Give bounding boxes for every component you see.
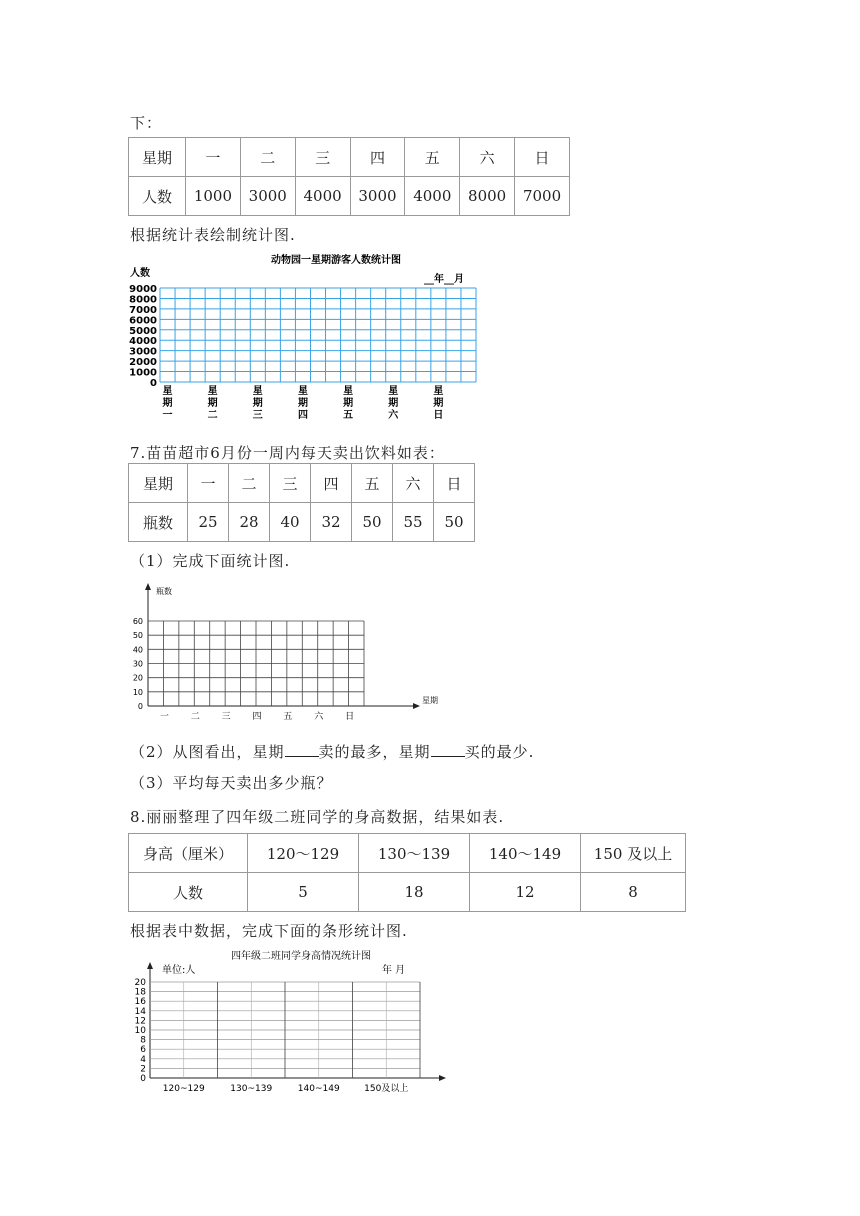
table-cell: 日 [434, 464, 475, 503]
y-tick-label: 3000 [129, 346, 157, 358]
table-cell: 55 [393, 503, 434, 542]
chart3-x-arrow [439, 1075, 446, 1081]
instruction-1: 根据统计表绘制统计图. [130, 226, 296, 244]
x-tick-label: 星 [433, 386, 444, 397]
q7-sub2-part-a: （2）从图看出，星期 [130, 743, 285, 761]
answer-blank-least[interactable] [431, 744, 465, 757]
q7-sub3: （3）平均每天卖出多少瓶？ [130, 774, 333, 792]
x-tick-label: 三 [252, 410, 263, 421]
x-tick-label: 120~129 [162, 1084, 205, 1094]
y-tick-label: 4 [140, 1054, 146, 1065]
y-tick-label: 1000 [129, 367, 157, 379]
x-tick-label: 一 [159, 712, 169, 722]
table-cell: 三 [295, 138, 350, 177]
x-tick-label: 日 [433, 410, 444, 421]
x-tick-label: 星 [162, 386, 173, 397]
y-tick-label: 30 [132, 659, 143, 669]
x-tick-label: 星 [297, 386, 308, 397]
x-tick-label: 一 [162, 410, 173, 421]
q7-sub2-part-c: 买的最少. [464, 743, 535, 761]
y-tick-label: 4000 [129, 336, 157, 348]
y-tick-label: 12 [134, 1016, 146, 1027]
height-table [128, 833, 686, 912]
x-tick-label: 140~149 [297, 1084, 340, 1094]
table-cell: 28 [229, 503, 270, 542]
y-tick-label: 0 [137, 702, 143, 711]
table-cell: 四 [350, 138, 405, 177]
q7-sub2 [130, 741, 534, 762]
x-tick-label: 四 [252, 712, 262, 722]
y-tick-label: 2000 [129, 357, 157, 369]
table-cell: 50 [434, 503, 475, 542]
chart3-title: 四年级二班同学身高情况统计图 [231, 951, 371, 962]
x-tick-label: 五 [343, 410, 354, 421]
chart2-x-arrow [413, 703, 420, 709]
y-tick-label: 8 [140, 1035, 146, 1046]
x-tick-label: 四 [297, 410, 308, 421]
y-tick-label: 2 [140, 1064, 146, 1075]
table-cell: 1000 [186, 177, 241, 216]
table-cell: 六 [393, 464, 434, 503]
x-tick-label: 星 [343, 386, 354, 397]
answer-blank-most[interactable] [285, 744, 319, 757]
visitor-chart-grid [126, 250, 486, 425]
y-tick-label: 16 [134, 997, 146, 1008]
y-tick-label: 10 [134, 1026, 146, 1036]
chart1-title: 动物园一星期游客人数统计图 [271, 255, 401, 266]
chart2-ylabel: 瓶数 [156, 587, 172, 596]
y-tick-label: 20 [132, 673, 143, 683]
x-tick-label: 期 [162, 398, 173, 409]
visitor-table [128, 137, 570, 216]
table-cell: 身高（厘米） [129, 834, 248, 873]
table-cell: 7000 [515, 177, 570, 216]
drinks-table [128, 463, 475, 542]
x-tick-label: 星 [252, 386, 263, 397]
x-tick-label: 六 [314, 712, 324, 722]
table-cell: 4000 [295, 177, 350, 216]
y-tick-label: 6000 [129, 315, 157, 327]
table-cell: 3000 [350, 177, 405, 216]
table-cell: 星期 [129, 464, 188, 503]
x-tick-label: 二 [190, 712, 200, 722]
q7-sub1: （1）完成下面统计图. [130, 552, 291, 570]
x-tick-label: 期 [252, 398, 263, 409]
y-tick-label: 10 [132, 687, 143, 697]
table-cell: 12 [470, 873, 581, 912]
table-cell: 一 [188, 464, 229, 503]
table-cell: 三 [270, 464, 311, 503]
table-cell: 3000 [240, 177, 295, 216]
table-cell: 120～129 [248, 834, 359, 873]
y-tick-label: 50 [132, 631, 143, 641]
q7-sub2-part-b: 卖的最多，星期 [318, 743, 431, 761]
chart3-y-arrow [147, 962, 153, 969]
table-cell: 25 [188, 503, 229, 542]
table-cell: 日 [515, 138, 570, 177]
table-cell: 4000 [405, 177, 460, 216]
table-cell: 150 及以上 [581, 834, 686, 873]
chart2-xlabel: 星期 [422, 696, 438, 705]
x-tick-label: 三 [221, 712, 231, 722]
table-cell: 5 [248, 873, 359, 912]
q7-title: 7.苗苗超市6月份一周内每天卖出饮料如表： [130, 444, 445, 462]
table-cell: 32 [311, 503, 352, 542]
chart3-date-label: 年 月 [382, 965, 406, 976]
table-cell: 人数 [129, 177, 186, 216]
y-tick-label: 0 [140, 1074, 146, 1084]
x-tick-label: 五 [283, 712, 293, 722]
table-cell: 二 [229, 464, 270, 503]
x-tick-label: 期 [207, 398, 218, 409]
table-cell: 四 [311, 464, 352, 503]
y-tick-label: 14 [134, 1006, 146, 1017]
y-tick-label: 40 [132, 645, 143, 655]
y-tick-label: 60 [132, 617, 143, 626]
table-cell: 二 [240, 138, 295, 177]
table-cell: 8 [581, 873, 686, 912]
table-cell: 8000 [460, 177, 515, 216]
y-tick-label: 5000 [129, 325, 157, 337]
x-tick-label: 星 [388, 386, 399, 397]
table-cell: 五 [352, 464, 393, 503]
chart1-ylabel: 人数 [130, 268, 150, 279]
x-tick-label: 二 [207, 410, 218, 421]
table-cell: 人数 [129, 873, 248, 912]
table-cell: 50 [352, 503, 393, 542]
x-tick-label: 期 [297, 398, 308, 409]
table-cell: 星期 [129, 138, 186, 177]
table-cell: 40 [270, 503, 311, 542]
x-tick-label: 期 [343, 398, 354, 409]
y-tick-label: 7000 [129, 304, 157, 316]
table-cell: 瓶数 [129, 503, 188, 542]
table-cell: 一 [186, 138, 241, 177]
x-tick-label: 期 [388, 398, 399, 409]
chart3-unit: 单位:人 [162, 965, 196, 976]
chart1-date-label: __年__月 [424, 274, 464, 285]
table-cell: 五 [405, 138, 460, 177]
table-cell: 130～139 [359, 834, 470, 873]
table-cell: 140～149 [470, 834, 581, 873]
y-tick-label: 18 [134, 987, 146, 998]
q8-title: 8.丽丽整理了四年级二班同学的身高数据，结果如表. [130, 808, 505, 826]
x-tick-label: 星 [207, 386, 218, 397]
y-tick-label: 9000 [129, 284, 157, 295]
x-tick-label: 六 [388, 410, 399, 421]
y-tick-label: 20 [134, 978, 146, 988]
table-cell: 六 [460, 138, 515, 177]
height-chart-grid [126, 948, 456, 1098]
x-tick-label: 150及以上 [364, 1084, 409, 1094]
drinks-chart-grid [126, 580, 456, 725]
intro-fragment: 下： [130, 114, 163, 132]
x-tick-label: 130~139 [230, 1084, 273, 1094]
table-cell: 18 [359, 873, 470, 912]
y-tick-label: 8000 [129, 294, 157, 306]
x-tick-label: 日 [345, 712, 355, 722]
chart2-y-arrow [145, 583, 151, 590]
y-tick-label: 6 [140, 1045, 146, 1056]
q8-instruction: 根据表中数据，完成下面的条形统计图. [130, 922, 408, 940]
x-tick-label: 期 [433, 398, 444, 409]
y-tick-label: 0 [150, 378, 157, 389]
